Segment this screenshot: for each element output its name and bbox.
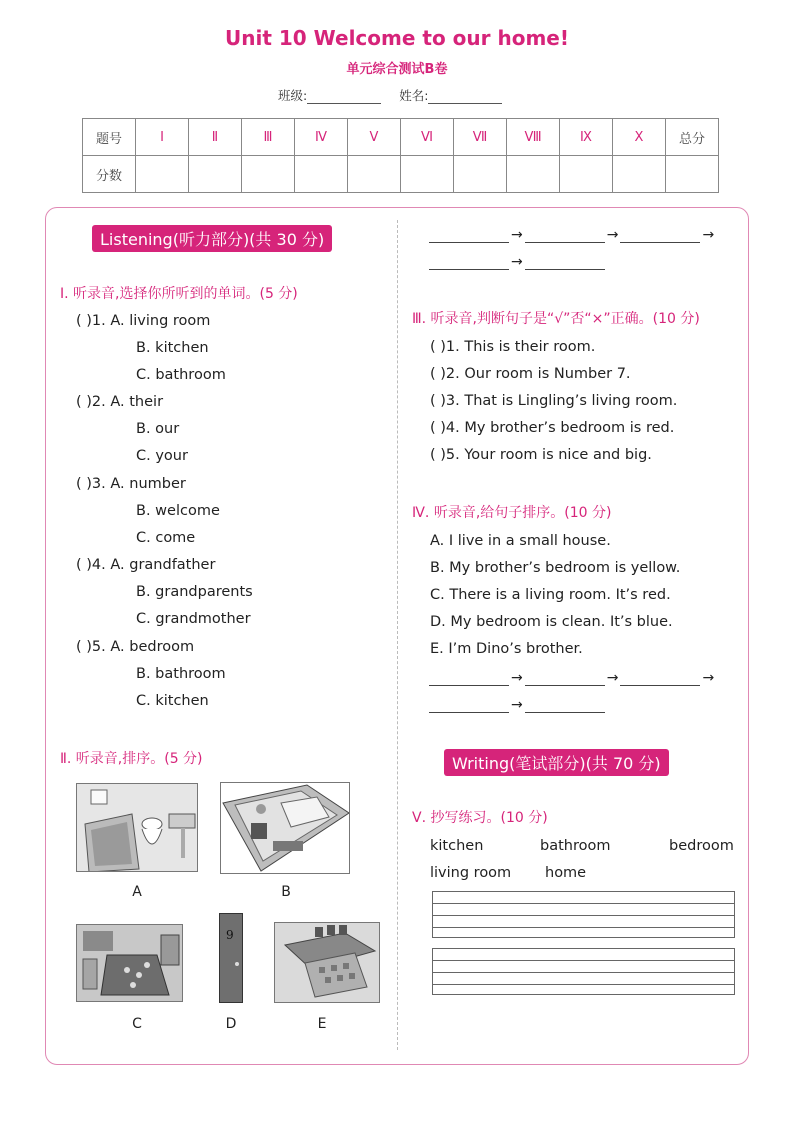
score-cell[interactable] bbox=[136, 156, 189, 193]
s4-item-a: A. I live in a small house. bbox=[430, 533, 611, 549]
numeral-8: Ⅷ bbox=[507, 119, 560, 156]
q4-option-c: C. grandmother bbox=[136, 611, 251, 627]
q1-stem: ( )1. A. living room bbox=[76, 313, 211, 329]
answer-blank[interactable] bbox=[620, 229, 700, 243]
q3-option-c: C. come bbox=[136, 530, 196, 546]
q1-option-c: C. bathroom bbox=[136, 367, 226, 383]
livingroom-picture bbox=[76, 924, 183, 1002]
floorplan-picture bbox=[220, 782, 350, 874]
s3-item-4: ( )4. My brother’s bedroom is red. bbox=[430, 420, 675, 436]
s4-item-b: B. My brother’s bedroom is yellow. bbox=[430, 560, 681, 576]
answer-blank[interactable] bbox=[429, 229, 509, 243]
s3-item-5: ( )5. Your room is nice and big. bbox=[430, 447, 652, 463]
copy-word-home: home bbox=[545, 865, 587, 881]
answer-blank[interactable] bbox=[525, 699, 605, 713]
bedroom-picture bbox=[274, 922, 380, 1003]
answer-blank[interactable] bbox=[429, 699, 509, 713]
section-5-title: Ⅴ. 抄写练习。(10 分) bbox=[412, 810, 548, 826]
listening-order-answer-row-2: → bbox=[429, 254, 605, 270]
copy-word-living-room: living room bbox=[430, 865, 512, 881]
numeral-9: Ⅸ bbox=[560, 119, 613, 156]
score-cell[interactable] bbox=[401, 156, 454, 193]
q5-stem: ( )5. A. bedroom bbox=[76, 639, 195, 655]
q4-stem: ( )4. A. grandfather bbox=[76, 557, 216, 573]
handwriting-box-1[interactable] bbox=[432, 891, 735, 938]
s3-item-1: ( )1. This is their room. bbox=[430, 339, 596, 355]
student-info-row bbox=[278, 86, 516, 104]
picture-label-d: D bbox=[225, 1016, 237, 1032]
numeral-10: Ⅹ bbox=[613, 119, 666, 156]
s4-item-d: D. My bedroom is clean. It’s blue. bbox=[430, 614, 673, 630]
door-number: 9 bbox=[226, 928, 234, 942]
score-cell[interactable] bbox=[560, 156, 613, 193]
score-table-score-row bbox=[83, 156, 719, 193]
numeral-4: Ⅳ bbox=[295, 119, 348, 156]
s3-item-2: ( )2. Our room is Number 7. bbox=[430, 366, 631, 382]
section-2-title: Ⅱ. 听录音,排序。(5 分) bbox=[60, 751, 203, 767]
score-cell[interactable] bbox=[613, 156, 666, 193]
copy-word-bedroom: bedroom bbox=[669, 838, 734, 854]
q3-option-b: B. welcome bbox=[136, 503, 220, 519]
score-table-header-row bbox=[83, 119, 719, 156]
score-cell[interactable] bbox=[507, 156, 560, 193]
class-field[interactable] bbox=[307, 92, 381, 104]
score-cell[interactable] bbox=[189, 156, 242, 193]
answer-blank[interactable] bbox=[525, 256, 605, 270]
q1-option-b: B. kitchen bbox=[136, 340, 209, 356]
picture-label-e: E bbox=[317, 1016, 327, 1032]
q4-option-b: B. grandparents bbox=[136, 584, 253, 600]
answer-blank[interactable] bbox=[525, 672, 605, 686]
numeral-1: Ⅰ bbox=[136, 119, 189, 156]
page-subtitle: 单元综合测试B卷 bbox=[346, 62, 448, 77]
class-label: 班级: bbox=[278, 88, 308, 103]
column-divider bbox=[397, 220, 398, 1050]
question-number-label: 题号 bbox=[83, 119, 136, 156]
numeral-3: Ⅲ bbox=[242, 119, 295, 156]
answer-blank[interactable] bbox=[429, 672, 509, 686]
picture-label-c: C bbox=[132, 1016, 142, 1032]
s4-item-c: C. There is a living room. It’s red. bbox=[430, 587, 671, 603]
name-field[interactable] bbox=[428, 92, 502, 104]
q5-option-b: B. bathroom bbox=[136, 666, 226, 682]
handwriting-box-2[interactable] bbox=[432, 948, 735, 995]
score-label: 分数 bbox=[83, 156, 136, 193]
s3-item-3: ( )3. That is Lingling’s living room. bbox=[430, 393, 678, 409]
score-cell[interactable] bbox=[454, 156, 507, 193]
section-1-title: Ⅰ. 听录音,选择你所听到的单词。(5 分) bbox=[60, 286, 298, 302]
s4-item-e: E. I’m Dino’s brother. bbox=[430, 641, 583, 657]
picture-label-a: A bbox=[132, 884, 142, 900]
q2-option-b: B. our bbox=[136, 421, 180, 437]
bathroom-picture bbox=[76, 783, 198, 872]
answer-blank[interactable] bbox=[525, 229, 605, 243]
door-picture bbox=[219, 913, 243, 1003]
total-score-cell[interactable] bbox=[666, 156, 719, 193]
s4-answer-row-2: → bbox=[429, 697, 605, 713]
numeral-7: Ⅶ bbox=[454, 119, 507, 156]
copy-word-kitchen: kitchen bbox=[430, 838, 484, 854]
section-3-title: Ⅲ. 听录音,判断句子是“√”否“×”正确。(10 分) bbox=[412, 311, 700, 327]
score-table bbox=[82, 118, 719, 193]
q2-stem: ( )2. A. their bbox=[76, 394, 164, 410]
copy-word-bathroom: bathroom bbox=[540, 838, 611, 854]
page-title: Unit 10 Welcome to our home! bbox=[225, 26, 569, 50]
score-cell[interactable] bbox=[348, 156, 401, 193]
answer-blank[interactable] bbox=[429, 256, 509, 270]
name-label: 姓名: bbox=[399, 88, 429, 103]
numeral-2: Ⅱ bbox=[189, 119, 242, 156]
writing-banner: Writing(笔试部分)(共 70 分) bbox=[444, 749, 669, 776]
score-cell[interactable] bbox=[242, 156, 295, 193]
q5-option-c: C. kitchen bbox=[136, 693, 209, 709]
q3-stem: ( )3. A. number bbox=[76, 476, 186, 492]
door-knob bbox=[235, 962, 239, 966]
numeral-5: Ⅴ bbox=[348, 119, 401, 156]
score-cell[interactable] bbox=[295, 156, 348, 193]
picture-label-b: B bbox=[281, 884, 291, 900]
s4-answer-row-1: → → → bbox=[429, 670, 716, 686]
listening-banner: Listening(听力部分)(共 30 分) bbox=[92, 225, 332, 252]
total-label: 总分 bbox=[666, 119, 719, 156]
answer-blank[interactable] bbox=[620, 672, 700, 686]
numeral-6: Ⅵ bbox=[401, 119, 454, 156]
section-4-title: Ⅳ. 听录音,给句子排序。(10 分) bbox=[412, 505, 612, 521]
q2-option-c: C. your bbox=[136, 448, 188, 464]
listening-order-answer-row-1: → → → bbox=[429, 227, 716, 243]
